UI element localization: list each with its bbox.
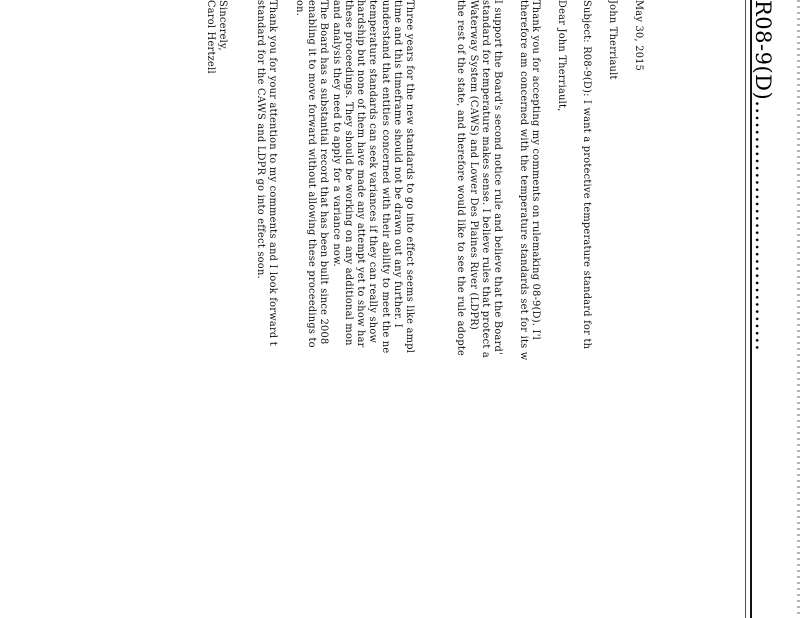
paragraph-line: temperature standards can seek variances if they can really show xyxy=(367,0,379,344)
paragraph-line: Thank you for your attention to my comments and I look forward t xyxy=(267,0,278,346)
salutation: Dear John Therriault, xyxy=(556,0,567,112)
closing: Sincerely, xyxy=(217,0,228,51)
letter-date: May 30, 2015 xyxy=(633,0,644,72)
subject-line: Subject: R08-9(D): I want a protective temperature standard for th xyxy=(581,0,592,350)
paragraph-line: and analysis they need to apply for a variance now. xyxy=(330,0,342,267)
paragraph-2 xyxy=(454,0,503,560)
paragraph-line: these proceedings. They should be working on any additional mon xyxy=(342,0,354,346)
paragraph-line: on. xyxy=(293,0,305,17)
paragraph-4 xyxy=(292,0,329,560)
paragraph-5 xyxy=(254,0,278,560)
docket-reference: R08-9(D)................................... xyxy=(751,0,775,352)
paragraph-line: Waterway System (CAWS) and Lower Des Plaines River (LDPR) xyxy=(467,0,479,331)
paragraph-line: enabling it to move forward without allowing these proceedings to xyxy=(305,0,317,348)
paragraph-3 xyxy=(330,0,415,560)
paragraph-line: standard for the CAWS and LDPR go into effect soon. xyxy=(254,0,266,279)
signer-name: Carol Hertzell xyxy=(205,0,216,74)
paragraph-line: the rest of the state, and therefore would like to see the rule adopte xyxy=(455,0,467,357)
paragraph-line: time and this timeframe should not be drawn out any further. I xyxy=(391,0,403,328)
paragraph-line: Thank you for accepting my comments on rulemaking 08-9(D). I'l xyxy=(530,0,541,341)
paragraph-line: hardship but none of them have made any attempt yet to show har xyxy=(355,0,367,348)
paragraph-line: I support the Board's second notice rule and believe that the Board' xyxy=(492,0,503,356)
paragraph-line: The Board has a substantial record that has been built since 2008 xyxy=(318,0,329,345)
header-rule xyxy=(745,0,752,618)
paragraph-1 xyxy=(517,0,541,560)
paragraph-line: standard for temperature makes sense. I believe rules that protect a xyxy=(479,0,491,359)
paragraph-line: therefore am concerned with the temperature standards set for its w xyxy=(517,0,529,361)
paragraph-line: Three years for the new standards to go into effect seems like ampl xyxy=(404,0,415,354)
paragraph-line: understand that entities concerned with their ability to meet the ne xyxy=(379,0,391,354)
recipient-name: John Therriault xyxy=(607,0,618,80)
